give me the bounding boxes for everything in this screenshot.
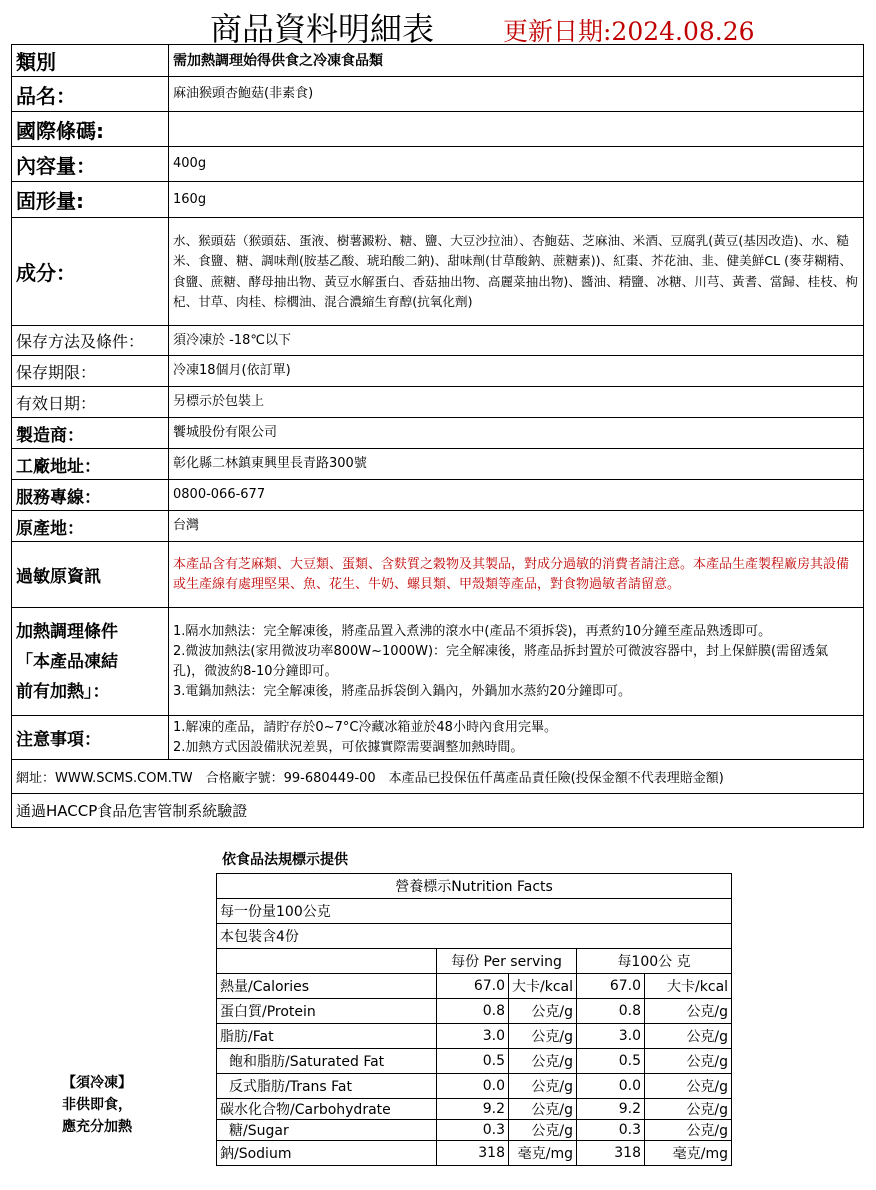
nutrient-unit-100g: 大卡/kcal	[645, 974, 732, 999]
content-value: 400g	[169, 147, 864, 182]
nutrient-value-100g: 0.5	[577, 1049, 645, 1074]
notice-value	[169, 716, 864, 760]
serving-size: 每一份量100公克	[217, 899, 732, 924]
maker-label: 製造商：	[12, 418, 169, 449]
nutrient-value: 67.0	[437, 974, 509, 999]
nutrient-value: 3.0	[437, 1024, 509, 1049]
row-category	[12, 45, 864, 77]
barcode-label: 國際條碼:	[12, 112, 169, 147]
row-origin	[12, 511, 864, 542]
nutrient-name: 飽和脂肪/Saturated Fat	[217, 1049, 437, 1074]
frozen-notice	[62, 1072, 132, 1138]
row-name	[12, 77, 864, 112]
row-shelf-life	[12, 356, 864, 387]
nutrient-value: 0.0	[437, 1074, 509, 1099]
nutrient-value-100g: 67.0	[577, 974, 645, 999]
allergen-value: 本產品含有芝麻類、大豆類、蛋類、含麩質之穀物及其製品，對成分過敏的消費者請注意。本產品生產製程廠房其設備或生產線有處理堅果、魚、花生、牛奶、螺貝類、甲殼類等產品，對食物過敏者請留意。	[169, 542, 864, 608]
hotline-value: 0800-066-677	[169, 480, 864, 511]
nutrient-value-100g: 0.3	[577, 1120, 645, 1141]
row-notice	[12, 716, 864, 760]
origin-value: 台灣	[169, 511, 864, 542]
row-footer	[12, 760, 864, 794]
nutrient-value-100g: 0.8	[577, 999, 645, 1024]
row-maker	[12, 418, 864, 449]
nutrient-value: 0.5	[437, 1049, 509, 1074]
row-hotline	[12, 480, 864, 511]
name-value: 麻油猴頭杏鮑菇(非素食)	[169, 77, 864, 112]
nutrition-row	[217, 1099, 732, 1120]
ingredients-value: 水、猴頭菇（猴頭菇、蛋液、樹薯澱粉、糖、鹽、大豆沙拉油）、杏鮑菇、芝麻油、米酒、豆腐乳(黃豆(基因改造)、水、糙米、食鹽、糖、調味劑(胺基乙酸、琥珀酸二鈉)、甜味劑(甘草酸鈉、蔗糖素))、紅棗、芥花油、韭、健美鮮CL (麥芽糊精、食鹽、蔗糖、酵母抽出物、黃豆水解蛋白、香菇抽出物、高麗菜抽出物)、醬油、精鹽、冰糖、川芎、黃耆、當歸、桂枝、枸杞、甘草、肉桂、棕櫚油、混合濃縮生育醇(抗氧化劑)	[169, 218, 864, 326]
shelf-label: 保存期限：	[12, 356, 169, 387]
row-heating	[12, 608, 864, 716]
heating-label-line: 前有加熱」：	[16, 681, 110, 702]
nutrient-unit: 大卡/kcal	[509, 974, 577, 999]
heating-label-line: 加熱調理條件	[16, 621, 118, 642]
nutrient-name: 蛋白質/Protein	[217, 999, 437, 1024]
category-label: 類別	[12, 45, 169, 77]
expiry-label: 有效日期：	[12, 387, 169, 418]
row-barcode	[12, 112, 864, 147]
frozen-notice-line: 【須冷凍】	[62, 1075, 132, 1091]
nutrition-row	[217, 999, 732, 1024]
nutrient-unit-100g: 公克/g	[645, 999, 732, 1024]
row-haccp	[12, 794, 864, 828]
nutrient-unit-100g: 毫克/mg	[645, 1141, 732, 1166]
nutrient-value: 9.2	[437, 1099, 509, 1120]
nutrition-title-row	[217, 874, 732, 899]
row-solid	[12, 182, 864, 218]
nutrient-value: 318	[437, 1141, 509, 1166]
nutrition-facts-table	[216, 873, 732, 1166]
nutrition-row	[217, 1074, 732, 1099]
nutrition-title: 營養標示Nutrition Facts	[217, 874, 732, 899]
nutrient-unit: 公克/g	[509, 1120, 577, 1141]
notice-label: 注意事項：	[12, 716, 169, 760]
nutrient-unit: 公克/g	[509, 1074, 577, 1099]
solid-label: 固形量:	[12, 182, 169, 218]
row-storage	[12, 326, 864, 356]
frozen-notice-line: 應充分加熱	[62, 1119, 132, 1135]
category-value: 需加熱調理始得供食之冷凍食品類	[169, 45, 864, 77]
origin-label: 原產地：	[12, 511, 169, 542]
header-blank	[217, 949, 437, 974]
nutrient-unit-100g: 公克/g	[645, 1120, 732, 1141]
storage-value: 須冷凍於 -18℃以下	[169, 326, 864, 356]
product-info-table	[11, 44, 864, 828]
heating-label	[12, 608, 169, 716]
notice-line-1: 1.解凍的產品，請貯存於0~7°C冷藏冰箱並於48小時內食用完畢。	[173, 719, 557, 735]
per-serving-header: 每份 Per serving	[437, 949, 577, 974]
solid-value: 160g	[169, 182, 864, 218]
nutrient-value-100g: 3.0	[577, 1024, 645, 1049]
nutrient-name: 糖/Sugar	[217, 1120, 437, 1141]
heating-label-line: 「本產品凍結	[16, 651, 118, 672]
row-content	[12, 147, 864, 182]
nutrient-name: 鈉/Sodium	[217, 1141, 437, 1166]
address-value: 彰化縣二林鎮東興里長青路300號	[169, 449, 864, 480]
notice-line-2: 2.加熱方式因設備狀況差異，可依據實際需要調整加熱時間。	[173, 739, 524, 755]
address-label: 工廠地址：	[12, 449, 169, 480]
heating-method-1: 1.隔水加熱法：完全解凍後，將產品置入煮沸的滾水中(產品不須拆袋)，再煮約10分鐘至產品熟透即可。	[173, 623, 772, 639]
per-100g-header: 每100公 克	[577, 949, 732, 974]
row-address	[12, 449, 864, 480]
heating-value	[169, 608, 864, 716]
nutrient-value: 0.8	[437, 999, 509, 1024]
nutrition-serving-row	[217, 899, 732, 924]
page-title: 商品資料明細表	[210, 10, 435, 48]
heating-method-3: 3.電鍋加熱法：完全解凍後，將產品拆袋倒入鍋內，外鍋加水蒸約20分鐘即可。	[173, 683, 631, 699]
nutrition-row	[217, 1120, 732, 1141]
regulation-note: 依食品法規標示提供	[222, 852, 348, 868]
nutrient-name: 反式脂肪/Trans Fat	[217, 1074, 437, 1099]
nutrition-servings-row	[217, 924, 732, 949]
row-allergen	[12, 542, 864, 608]
barcode-value	[169, 112, 864, 147]
nutrition-row	[217, 1141, 732, 1166]
servings-per-package: 本包裝含4份	[217, 924, 732, 949]
nutrient-unit-100g: 公克/g	[645, 1024, 732, 1049]
nutrient-unit-100g: 公克/g	[645, 1074, 732, 1099]
nutrient-unit-100g: 公克/g	[645, 1049, 732, 1074]
nutrition-row	[217, 1024, 732, 1049]
hotline-label: 服務專線：	[12, 480, 169, 511]
nutrient-unit: 公克/g	[509, 999, 577, 1024]
nutrient-unit: 公克/g	[509, 1024, 577, 1049]
nutrient-value-100g: 318	[577, 1141, 645, 1166]
ingredients-label: 成分：	[12, 218, 169, 326]
name-label: 品名：	[12, 77, 169, 112]
nutrient-value-100g: 9.2	[577, 1099, 645, 1120]
nutrient-unit: 公克/g	[509, 1099, 577, 1120]
heating-method-2: 2.微波加熱法(家用微波功率800W~1000W)：完全解凍後，將產品拆封置於可微波容器中，封上保鮮膜(需留透氣孔)，微波約8-10分鐘即可。	[173, 643, 829, 679]
nutrient-unit-100g: 公克/g	[645, 1099, 732, 1120]
nutrition-header-row	[217, 949, 732, 974]
content-label: 內容量：	[12, 147, 169, 182]
update-date: 更新日期:2024.08.26	[503, 17, 755, 46]
shelf-value: 冷凍18個月(依訂單)	[169, 356, 864, 387]
allergen-label: 過敏原資訊	[12, 542, 169, 608]
haccp-certification: 通過HACCP食品危害管制系統驗證	[12, 794, 864, 828]
nutrient-name: 碳水化合物/Carbohydrate	[217, 1099, 437, 1120]
nutrition-row	[217, 974, 732, 999]
footer-info: 網址：WWW.SCMS.COM.TW 合格廠字號：99-680449-00 本產品已投保伍仟萬產品責任險(投保金額不代表理賠金額)	[12, 760, 864, 794]
nutrition-row	[217, 1049, 732, 1074]
nutrient-unit: 毫克/mg	[509, 1141, 577, 1166]
nutrient-name: 熱量/Calories	[217, 974, 437, 999]
storage-label: 保存方法及條件：	[12, 326, 169, 356]
nutrient-unit: 公克/g	[509, 1049, 577, 1074]
nutrient-name: 脂肪/Fat	[217, 1024, 437, 1049]
frozen-notice-line: 非供即食，	[62, 1097, 132, 1113]
row-ingredients	[12, 218, 864, 326]
nutrient-value: 0.3	[437, 1120, 509, 1141]
nutrient-value-100g: 0.0	[577, 1074, 645, 1099]
row-expiry	[12, 387, 864, 418]
maker-value: 饗城股份有限公司	[169, 418, 864, 449]
expiry-value: 另標示於包裝上	[169, 387, 864, 418]
